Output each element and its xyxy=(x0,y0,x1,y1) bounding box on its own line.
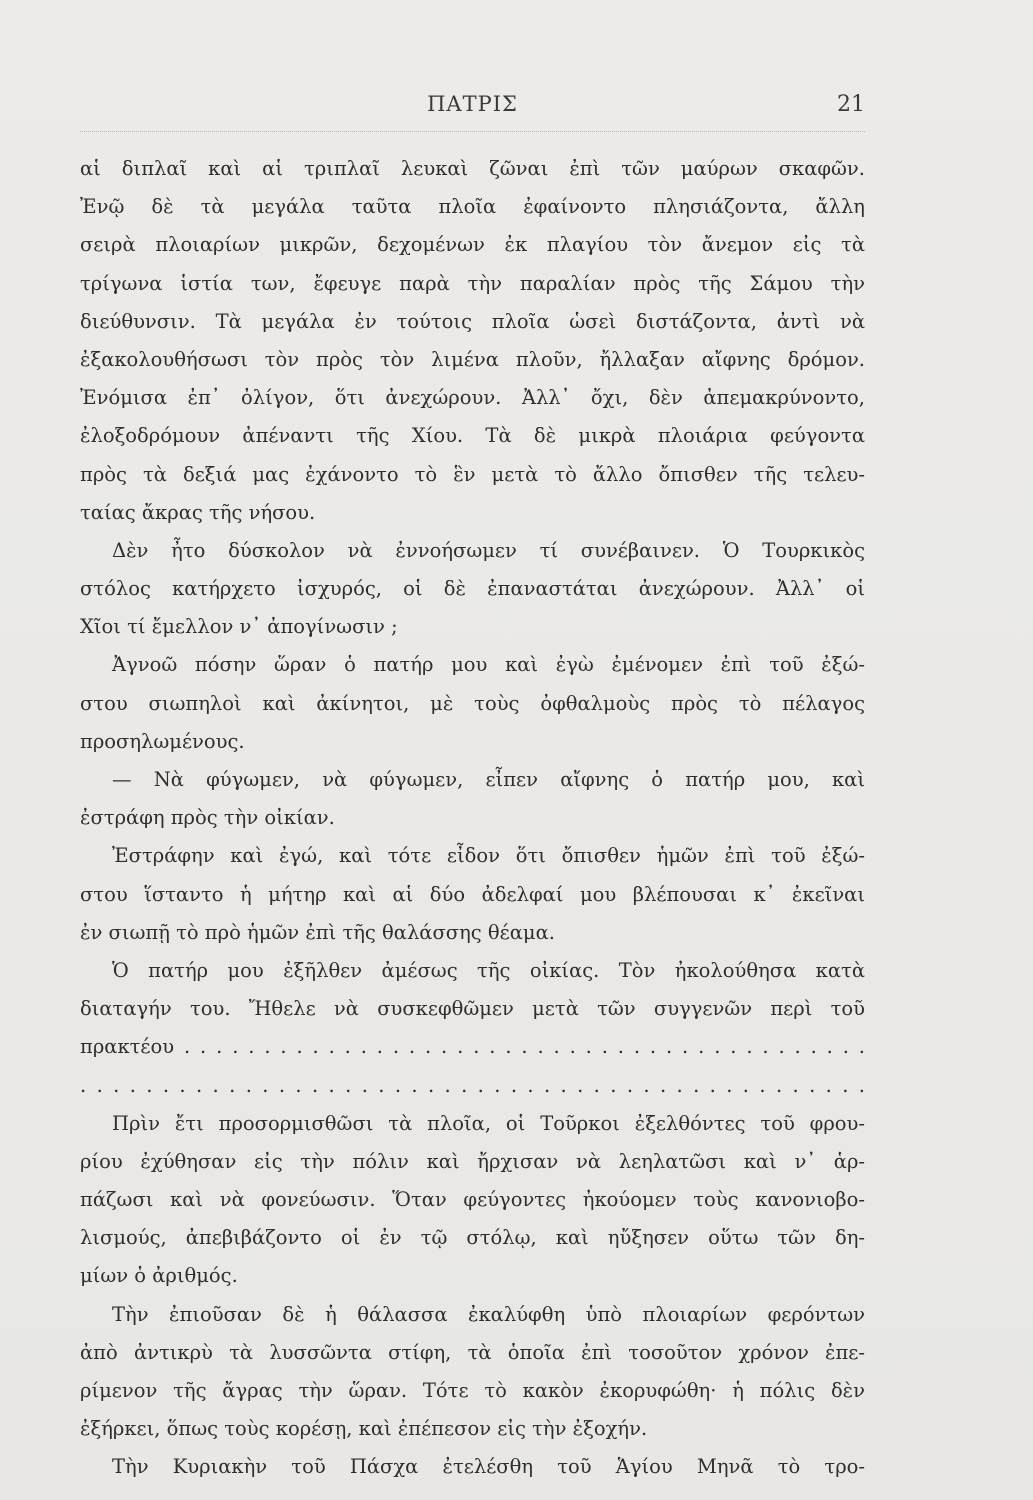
text-line: Ὁ πατήρ μου ἐξῆλθεν ἀμέσως τῆς οἰκίας. Τὸν ἠκολούθησα κατὰ xyxy=(112,958,865,982)
text-line: πρακτέου . . . . . . . . . . . . . . . . . . . . . . . . . . . . . . . . . . . . . . . . . . . xyxy=(80,1035,865,1059)
text-line: Ἐνόμισα ἐπ᾽ ὀλίγον, ὅτι ἀνεχώρουν. Ἀλλ᾽ ὄχι, δὲν ἀπεμακρύνοντο, xyxy=(80,386,865,410)
text-line: στου ἵσταντο ἡ μήτηρ καὶ αἱ δύο ἀδελφαί μου βλέπουσαι κ᾽ ἐκεῖναι xyxy=(80,882,865,906)
text-line: ἀπὸ ἀντικρὺ τὰ λυσσῶντα στίφη, τὰ ὁποῖα ἐπὶ τοσοῦτον χρόνον ἐπε- xyxy=(80,1340,865,1364)
text-line: σειρὰ πλοιαρίων μικρῶν, δεχομένων ἐκ πλαγίου τὸν ἄνεμον εἰς τὰ xyxy=(80,233,865,257)
text-line: ταίας ἄκρας τῆς νήσου. xyxy=(80,500,316,524)
text-line: πρὸς τὰ δεξιά μας ἐχάνοντο τὸ ἓν μετὰ τὸ ἄλλο ὄπισθεν τῆς τελευ- xyxy=(80,462,865,486)
text-line: Ἐνῷ δὲ τὰ μεγάλα ταῦτα πλοῖα ἐφαίνοντο πλησιάζοντα, ἄλλη xyxy=(80,195,865,219)
running-title: ΠΑΤΡΙΣ xyxy=(427,92,518,116)
text-line: ἐξήρκει, ὅπως τοὺς κορέσῃ, καὶ ἐπέπεσον εἰς τὴν ἐξοχήν. xyxy=(80,1417,648,1441)
text-line: διαταγήν του. Ἤθελε νὰ συσκεφθῶμεν μετὰ τῶν συγγενῶν περὶ τοῦ xyxy=(80,997,865,1021)
text-line: Δὲν ἦτο δύσκολον νὰ ἐννοήσωμεν τί συνέβαινεν. Ὁ Τουρκικὸς xyxy=(112,538,865,562)
text-line: Χῖοι τί ἔμελλον ν᾽ ἀπογίνωσιν ; xyxy=(80,615,398,639)
header-rule xyxy=(80,131,865,132)
text-line: στόλος κατήρχετο ἰσχυρός, οἱ δὲ ἐπαναστάται ἀνεχώρουν. Ἀλλ᾽ οἱ xyxy=(80,577,865,601)
text-line: — Νὰ φύγωμεν, νὰ φύγωμεν, εἶπεν αἴφνης ὁ πατήρ μου, καὶ xyxy=(112,768,865,791)
text-line: ἐστράφη πρὸς τὴν οἰκίαν. xyxy=(80,806,335,830)
page-number: 21 xyxy=(837,92,865,117)
text-line: ἐξακολουθήσωσι τὸν πρὸς τὸν λιμένα πλοῦν, ἤλλαξαν αἴφνης δρόμον. xyxy=(80,347,865,371)
text-line: μίων ὁ ἀριθμός. xyxy=(80,1264,238,1288)
text-line: προσηλωμένους. xyxy=(80,729,245,753)
text-line: ρίου ἐχύθησαν εἰς τὴν πόλιν καὶ ἤρχισαν νὰ λεηλατῶσι καὶ ν᾽ ἁρ- xyxy=(80,1149,865,1173)
text-line: πάζωσι καὶ νὰ φονεύωσιν. Ὅταν φεύγοντες ἠκούομεν τοὺς κανονιοβο- xyxy=(80,1188,865,1212)
running-head xyxy=(80,92,865,122)
text-line: στου σιωπηλοὶ καὶ ἀκίνητοι, μὲ τοὺς ὀφθαλμοὺς πρὸς τὸ πέλαγος xyxy=(80,691,865,715)
body-text xyxy=(80,150,865,1487)
text-line: Ἀγνοῶ πόσην ὥραν ὁ πατήρ μου καὶ ἐγὼ ἐμένομεν ἐπὶ τοῦ ἐξώ- xyxy=(112,653,865,677)
text-line: τρίγωνα ἱστία των, ἔφευγε παρὰ τὴν παραλίαν πρὸς τῆς Σάμου τὴν xyxy=(80,271,865,295)
text-line: ρίμενον τῆς ἄγρας τὴν ὥραν. Τότε τὸ κακὸν ἐκορυφώθη· ἡ πόλις δὲν xyxy=(80,1379,865,1402)
text-line: ἐν σιωπῇ τὸ πρὸ ἡμῶν ἐπὶ τῆς θαλάσσης θέαμα. xyxy=(80,920,555,944)
text-line: αἱ διπλαῖ καὶ αἱ τριπλαῖ λευκαὶ ζῶναι ἐπὶ τῶν μαύρων σκαφῶν. xyxy=(80,157,865,180)
text-line: Τὴν ἐπιοῦσαν δὲ ἡ θάλασσα ἐκαλύφθη ὑπὸ πλοιαρίων φερόντων xyxy=(112,1302,865,1326)
text-line: διεύθυνσιν. Τὰ μεγάλα ἐν τούτοις πλοῖα ὡσεὶ διστάζοντα, ἀντὶ νὰ xyxy=(80,309,865,333)
text-line: ἐλοξοδρόμουν ἀπέναντι τῆς Χίου. Τὰ δὲ μικρὰ πλοιάρια φεύγοντα xyxy=(80,424,865,448)
text-line: λισμούς, ἀπεβιβάζοντο οἱ ἐν τῷ στόλῳ, καὶ ηὔξησεν οὕτω τῶν δη- xyxy=(80,1226,865,1250)
text-line: Ἐστράφην καὶ ἐγώ, καὶ τότε εἶδον ὅτι ὄπισθεν ἡμῶν ἐπὶ τοῦ ἐξώ- xyxy=(112,844,865,868)
text-line: Τὴν Κυριακὴν τοῦ Πάσχα ἐτελέσθη τοῦ Ἁγίου Μηνᾶ τὸ τρο- xyxy=(112,1455,865,1479)
text-line: . . . . . . . . . . . . . . . . . . . . . . . . . . . . . . . . . . . . . . . . . . . . . . . . xyxy=(80,1073,865,1097)
text-line: Πρὶν ἔτι προσορμισθῶσι τὰ πλοῖα, οἱ Τοῦρκοι ἐξελθόντες τοῦ φρου- xyxy=(112,1111,865,1135)
